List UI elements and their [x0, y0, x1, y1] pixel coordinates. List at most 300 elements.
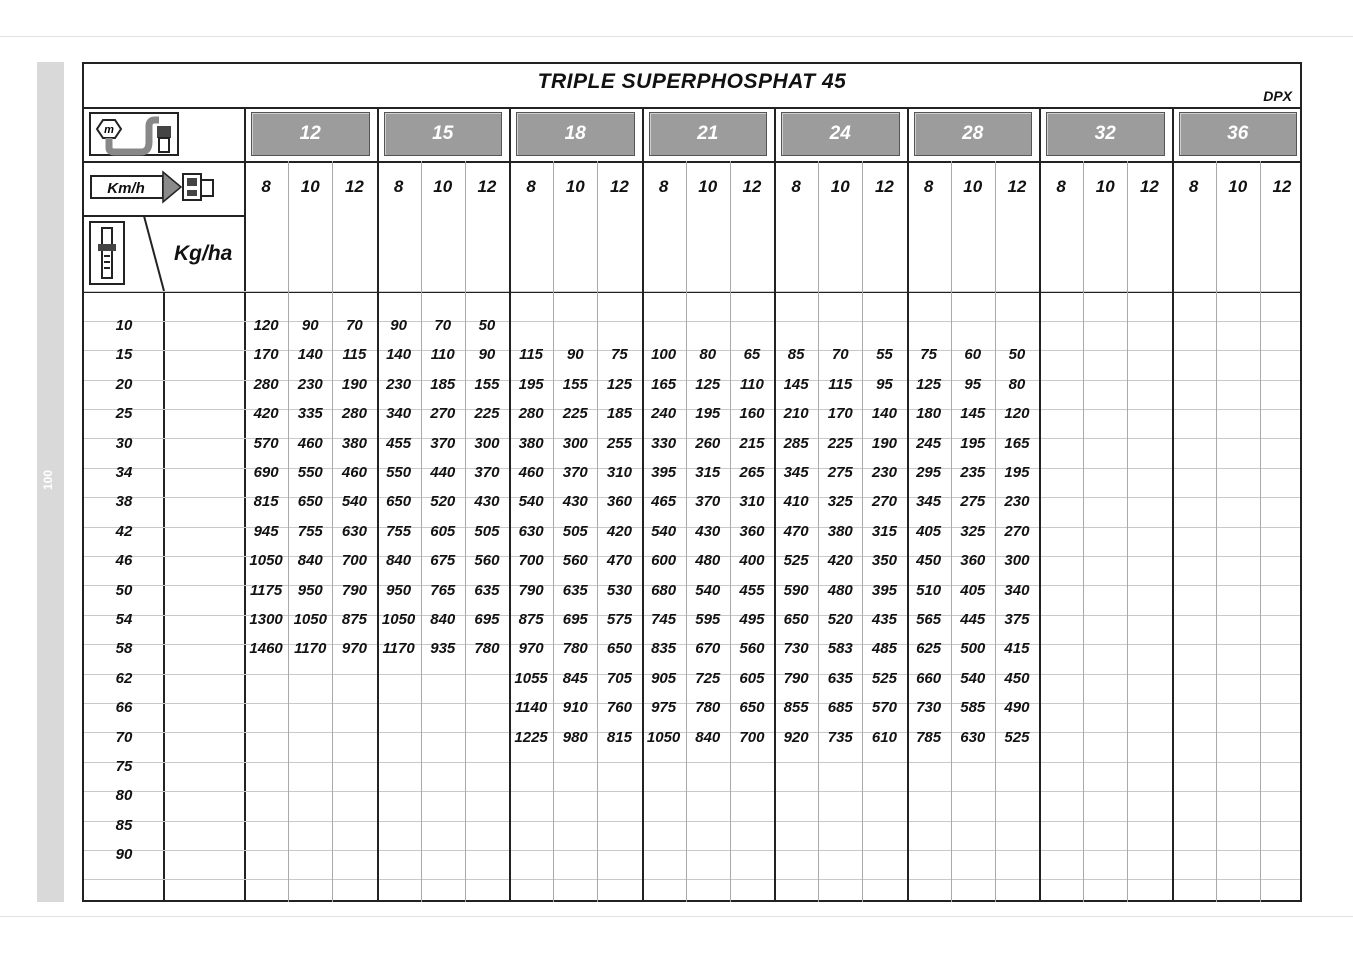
table-cell: 945 — [253, 522, 279, 540]
application-rate: 75 — [115, 758, 133, 775]
table-cell: 190 — [871, 434, 897, 452]
table-cell: 70 — [434, 317, 452, 334]
table-cell: 495 — [739, 611, 765, 628]
table-cell: 375 — [1004, 611, 1030, 628]
table-cell: 980 — [562, 728, 588, 746]
table-cell: 85 — [787, 346, 805, 364]
table-cell: 905 — [651, 669, 677, 687]
speed-header: 12 — [874, 177, 894, 196]
table-cell: 680 — [651, 581, 677, 599]
table-cell: 695 — [474, 611, 500, 628]
speed-header: 8 — [923, 177, 934, 196]
table-cell: 570 — [871, 699, 897, 717]
table-cell: 120 — [1004, 405, 1030, 423]
table-cell: 270 — [871, 493, 897, 511]
table-cell: 230 — [871, 464, 897, 481]
table-cell: 185 — [606, 405, 632, 423]
speed-header: 10 — [565, 177, 585, 196]
table-cell: 460 — [518, 464, 544, 481]
speed-header: 10 — [963, 177, 983, 196]
table-cell: 190 — [341, 375, 367, 393]
table-cell: 430 — [695, 522, 721, 540]
speed-header: 12 — [1139, 177, 1159, 196]
table-cell: 235 — [960, 464, 986, 481]
table-cell: 660 — [916, 669, 942, 687]
table-cell: 370 — [562, 464, 588, 481]
page-top-rule — [0, 36, 1353, 37]
table-cell: 470 — [783, 522, 809, 540]
application-rate: 15 — [115, 346, 133, 364]
table-cell: 420 — [827, 552, 853, 570]
width-divider — [84, 161, 1300, 163]
table-cell: 340 — [386, 405, 412, 423]
application-rate: 10 — [115, 317, 133, 334]
table-cell: 75 — [611, 346, 628, 364]
row-gridline — [84, 791, 1300, 792]
table-cell: 950 — [386, 581, 412, 599]
table-cell: 630 — [341, 522, 367, 540]
row-gridline — [84, 879, 1300, 880]
table-cell: 330 — [651, 434, 677, 452]
table-cell: 735 — [827, 728, 853, 746]
table-cell: 650 — [739, 699, 765, 717]
table-cell: 70 — [831, 346, 849, 364]
table-cell: 155 — [562, 375, 588, 393]
table-cell: 215 — [739, 434, 765, 452]
working-width-box: 24 — [781, 112, 900, 156]
table-cell: 195 — [695, 405, 721, 423]
speed-header: 8 — [1188, 177, 1199, 196]
table-cell: 1300 — [249, 611, 283, 628]
table-cell: 300 — [562, 434, 588, 452]
table-cell: 325 — [960, 522, 986, 540]
table-cell: 910 — [562, 699, 588, 717]
table-cell: 315 — [695, 464, 721, 481]
table-cell: 835 — [651, 640, 677, 658]
speed-header: 12 — [742, 177, 762, 196]
table-cell: 345 — [916, 493, 942, 511]
table-cell: 700 — [518, 552, 544, 570]
table-cell: 270 — [1004, 522, 1030, 540]
working-width-box: 15 — [384, 112, 503, 156]
table-cell: 160 — [739, 405, 765, 423]
table-cell: 875 — [341, 611, 367, 628]
svg-text:m: m — [104, 124, 114, 136]
application-rate: 46 — [115, 552, 133, 570]
table-cell: 675 — [430, 552, 456, 570]
table-cell: 380 — [518, 434, 544, 452]
application-rate: 34 — [115, 464, 133, 481]
table-cell: 460 — [297, 434, 323, 452]
table-cell: 505 — [562, 522, 588, 540]
table-cell: 370 — [430, 434, 456, 452]
table-cell: 195 — [1004, 464, 1030, 481]
table-cell: 1460 — [249, 640, 283, 658]
group-divider — [1172, 107, 1174, 902]
application-rate: 20 — [115, 375, 133, 393]
table-cell: 125 — [606, 375, 632, 393]
table-cell: 480 — [695, 552, 721, 570]
table-cell: 255 — [606, 434, 632, 452]
application-rate: 80 — [115, 787, 133, 805]
table-cell: 230 — [386, 375, 412, 393]
table-cell: 315 — [871, 522, 897, 540]
table-cell: 650 — [386, 493, 412, 511]
table-cell: 505 — [474, 522, 500, 540]
table-cell: 790 — [341, 581, 367, 599]
table-cell: 525 — [871, 669, 897, 687]
table-cell: 165 — [651, 375, 677, 393]
group-divider — [1039, 107, 1041, 902]
speed-header: 12 — [1272, 177, 1292, 196]
speed-header: 12 — [1007, 177, 1027, 196]
table-cell: 635 — [474, 581, 500, 599]
table-cell: 345 — [783, 464, 809, 481]
table-cell: 540 — [960, 669, 986, 687]
speed-header: 10 — [300, 177, 320, 196]
table-cell: 470 — [606, 552, 632, 570]
table-cell: 700 — [739, 728, 765, 746]
table-cell: 540 — [651, 522, 677, 540]
table-cell: 630 — [960, 728, 986, 746]
table-cell: 170 — [827, 405, 853, 423]
application-rate: 85 — [115, 816, 133, 834]
table-cell: 280 — [253, 375, 279, 393]
table-cell: 100 — [651, 346, 677, 364]
table-cell: 240 — [651, 405, 677, 423]
table-cell: 455 — [386, 434, 412, 452]
table-cell: 560 — [474, 552, 500, 570]
table-cell: 430 — [562, 493, 588, 511]
table-cell: 560 — [739, 640, 765, 658]
table-cell: 550 — [297, 464, 323, 481]
table-cell: 80 — [699, 346, 717, 364]
table-cell: 855 — [783, 699, 809, 717]
table-cell: 80 — [1008, 375, 1026, 393]
speed-header: 10 — [1095, 177, 1115, 196]
working-width-box: 28 — [914, 112, 1033, 156]
table-cell: 55 — [876, 346, 893, 364]
table-cell: 420 — [253, 405, 279, 423]
table-cell: 780 — [562, 640, 588, 658]
table-cell: 970 — [341, 640, 367, 658]
table-cell: 350 — [871, 552, 897, 570]
table-cell: 265 — [739, 464, 765, 481]
table-cell: 125 — [695, 375, 721, 393]
table-cell: 225 — [827, 434, 853, 452]
working-width-box: 18 — [516, 112, 635, 156]
table-cell: 50 — [478, 317, 496, 334]
table-cell: 760 — [606, 699, 632, 717]
table-cell: 690 — [253, 464, 279, 481]
table-cell: 575 — [606, 611, 632, 628]
table-cell: 300 — [1004, 552, 1030, 570]
table-cell: 115 — [342, 346, 367, 364]
speed-unit-label: Km/h — [107, 180, 145, 197]
table-cell: 595 — [695, 611, 721, 628]
speed-header: 8 — [261, 177, 271, 196]
table-cell: 280 — [341, 405, 367, 423]
table-cell: 700 — [341, 552, 367, 570]
table-cell: 260 — [695, 434, 721, 452]
table-cell: 480 — [827, 581, 853, 599]
table-cell: 110 — [430, 346, 455, 364]
speed-header: 8 — [658, 177, 669, 196]
gearbox-setting-icon — [88, 220, 128, 288]
application-rate: 42 — [115, 522, 133, 540]
table-cell: 605 — [739, 669, 765, 687]
row-gridline — [84, 821, 1300, 822]
table-cell: 225 — [562, 405, 588, 423]
table-cell: 730 — [783, 640, 809, 658]
table-cell: 550 — [386, 464, 412, 481]
table-cell: 225 — [474, 405, 500, 423]
table-cell: 695 — [562, 611, 588, 628]
table-cell: 500 — [960, 640, 986, 658]
table-cell: 165 — [1004, 434, 1030, 452]
table-cell: 285 — [783, 434, 809, 452]
table-cell: 195 — [518, 375, 544, 393]
table-cell: 670 — [695, 640, 721, 658]
table-cell: 1050 — [293, 611, 327, 628]
table-cell: 185 — [430, 375, 456, 393]
speed-header: 12 — [344, 177, 364, 196]
table-cell: 625 — [916, 640, 942, 658]
table-cell: 380 — [827, 522, 853, 540]
table-cell: 520 — [827, 611, 853, 628]
table-cell: 90 — [301, 317, 319, 334]
table-cell: 360 — [960, 552, 986, 570]
speed-header: 10 — [698, 177, 718, 196]
application-rate: 38 — [115, 493, 133, 511]
application-rate: 25 — [115, 405, 133, 423]
table-cell: 583 — [827, 640, 853, 658]
table-cell: 605 — [430, 522, 456, 540]
table-cell: 325 — [827, 493, 853, 511]
table-cell: 140 — [297, 346, 323, 364]
table-cell: 455 — [739, 581, 765, 599]
speed-header: 12 — [477, 177, 497, 196]
table-cell: 125 — [916, 375, 942, 393]
table-cell: 445 — [960, 611, 986, 628]
table-cell: 765 — [430, 581, 456, 599]
table-cell: 460 — [341, 464, 367, 481]
table-cell: 1050 — [381, 611, 416, 628]
table-cell: 840 — [430, 611, 456, 628]
table-cell: 540 — [518, 493, 544, 511]
application-rate: 62 — [115, 669, 133, 687]
table-cell: 410 — [783, 493, 809, 511]
seed-rate-table — [82, 62, 1302, 902]
table-cell: 95 — [964, 375, 982, 393]
table-cell: 300 — [474, 434, 500, 452]
table-cell: 1170 — [382, 640, 415, 658]
table-cell: 230 — [1004, 493, 1030, 511]
table-cell: 65 — [743, 346, 761, 364]
table-cell: 210 — [783, 405, 809, 423]
table-cell: 145 — [783, 375, 809, 393]
table-cell: 650 — [783, 611, 809, 628]
table-cell: 635 — [562, 581, 588, 599]
speed-header: 10 — [433, 177, 453, 196]
title-divider — [84, 107, 1300, 109]
application-rate: 50 — [115, 581, 133, 599]
speed-header: 10 — [1228, 177, 1248, 196]
table-cell: 815 — [606, 728, 632, 746]
working-width-box: 21 — [649, 112, 768, 156]
table-cell: 570 — [253, 434, 279, 452]
working-width-box: 12 — [251, 112, 370, 156]
table-cell: 435 — [871, 611, 897, 628]
table-cell: 520 — [430, 493, 456, 511]
table-cell: 180 — [916, 405, 942, 423]
table-cell: 140 — [386, 346, 412, 364]
table-cell: 400 — [739, 552, 765, 570]
diagonal-divider — [142, 216, 166, 292]
table-cell: 1055 — [514, 669, 548, 687]
table-cell: 685 — [827, 699, 853, 717]
table-cell: 155 — [474, 375, 500, 393]
column-divider — [1127, 161, 1128, 902]
table-cell: 405 — [960, 581, 986, 599]
application-rate: 90 — [115, 846, 133, 864]
table-cell: 110 — [739, 375, 764, 393]
metering-roller-icon — [89, 112, 181, 157]
table-cell: 875 — [518, 611, 544, 628]
table-cell: 790 — [783, 669, 809, 687]
table-cell: 310 — [739, 493, 765, 511]
table-cell: 360 — [606, 493, 632, 511]
table-cell: 650 — [606, 640, 632, 658]
table-cell: 840 — [386, 552, 412, 570]
table-cell: 420 — [606, 522, 632, 540]
page-bottom-rule — [0, 916, 1353, 917]
speed-header: 8 — [791, 177, 801, 196]
table-cell: 115 — [828, 375, 853, 393]
table-cell: 815 — [253, 493, 279, 511]
table-cell: 730 — [916, 699, 942, 717]
column-divider — [1083, 161, 1084, 902]
table-cell: 335 — [297, 405, 323, 423]
table-cell: 525 — [1004, 728, 1030, 746]
table-cell: 60 — [964, 346, 982, 364]
table-cell: 270 — [430, 405, 456, 423]
table-cell: 140 — [871, 405, 897, 423]
table-cell: 430 — [474, 493, 500, 511]
application-rate: 70 — [115, 728, 133, 746]
table-cell: 405 — [916, 522, 942, 540]
table-cell: 340 — [1004, 581, 1030, 599]
table-title: TRIPLE SUPERPHOSPHAT 45 — [537, 70, 847, 93]
row-gridline — [84, 291, 1300, 292]
table-cell: 920 — [783, 728, 809, 746]
table-cell: 275 — [960, 493, 986, 511]
table-cell: 485 — [871, 640, 897, 658]
table-cell: 525 — [783, 552, 809, 570]
table-cell: 565 — [916, 611, 942, 628]
row-gridline — [84, 762, 1300, 763]
table-cell: 785 — [916, 728, 942, 746]
table-cell: 630 — [518, 522, 544, 540]
table-cell: 845 — [562, 669, 588, 687]
table-cell: 755 — [297, 522, 323, 540]
table-cell: 310 — [606, 464, 632, 481]
table-cell: 540 — [341, 493, 367, 511]
table-cell: 115 — [519, 346, 544, 364]
table-cell: 970 — [518, 640, 544, 658]
table-cell: 1140 — [514, 699, 548, 717]
table-cell: 465 — [651, 493, 677, 511]
table-cell: 440 — [430, 464, 456, 481]
table-cell: 275 — [827, 464, 853, 481]
table-cell: 415 — [1004, 640, 1030, 658]
table-cell: 395 — [871, 581, 897, 599]
table-cell: 560 — [562, 552, 588, 570]
column-divider — [1260, 161, 1261, 902]
table-cell: 540 — [695, 581, 721, 599]
table-cell: 90 — [566, 346, 584, 364]
speed-header: 8 — [393, 177, 404, 196]
table-cell: 1225 — [514, 728, 548, 746]
table-cell: 790 — [518, 581, 544, 599]
table-cell: 370 — [695, 493, 721, 511]
table-cell: 230 — [297, 375, 323, 393]
table-cell: 705 — [606, 669, 632, 687]
table-cell: 295 — [916, 464, 942, 481]
speed-header: 12 — [609, 177, 629, 196]
working-width-box: 32 — [1046, 112, 1165, 156]
application-rate: 54 — [115, 611, 133, 628]
rate-unit-label: Kg/ha — [174, 242, 233, 265]
table-cell: 585 — [960, 699, 986, 717]
speed-header: 8 — [1056, 177, 1066, 196]
table-cell: 510 — [916, 581, 942, 599]
table-cell: 280 — [518, 405, 544, 423]
table-cell: 530 — [606, 581, 632, 599]
table-cell: 395 — [651, 464, 677, 481]
table-cell: 360 — [739, 522, 765, 540]
table-cell: 975 — [651, 699, 677, 717]
table-cell: 725 — [695, 669, 721, 687]
table-cell: 170 — [253, 346, 279, 364]
table-cell: 450 — [916, 552, 942, 570]
table-cell: 1050 — [249, 552, 283, 570]
application-rate: 66 — [115, 699, 133, 717]
table-cell: 380 — [341, 434, 367, 452]
table-cell: 745 — [651, 611, 677, 628]
table-cell: 600 — [651, 552, 677, 570]
table-cell: 780 — [695, 699, 721, 717]
speed-header: 8 — [526, 177, 536, 196]
product-code: DPX — [1263, 88, 1292, 104]
table-cell: 1170 — [294, 640, 327, 658]
table-cell: 635 — [827, 669, 853, 687]
table-cell: 245 — [916, 434, 942, 452]
table-cell: 90 — [390, 317, 407, 334]
table-cell: 840 — [297, 552, 323, 570]
table-cell: 1050 — [646, 728, 681, 746]
speed-header: 10 — [830, 177, 850, 196]
table-cell: 70 — [346, 317, 363, 334]
table-cell: 935 — [430, 640, 456, 658]
table-cell: 75 — [920, 346, 937, 364]
table-cell: 840 — [695, 728, 721, 746]
table-cell: 450 — [1004, 669, 1030, 687]
table-cell: 370 — [474, 464, 500, 481]
row-gridline — [84, 850, 1300, 851]
column-divider — [1216, 161, 1217, 902]
table-cell: 95 — [876, 375, 893, 393]
